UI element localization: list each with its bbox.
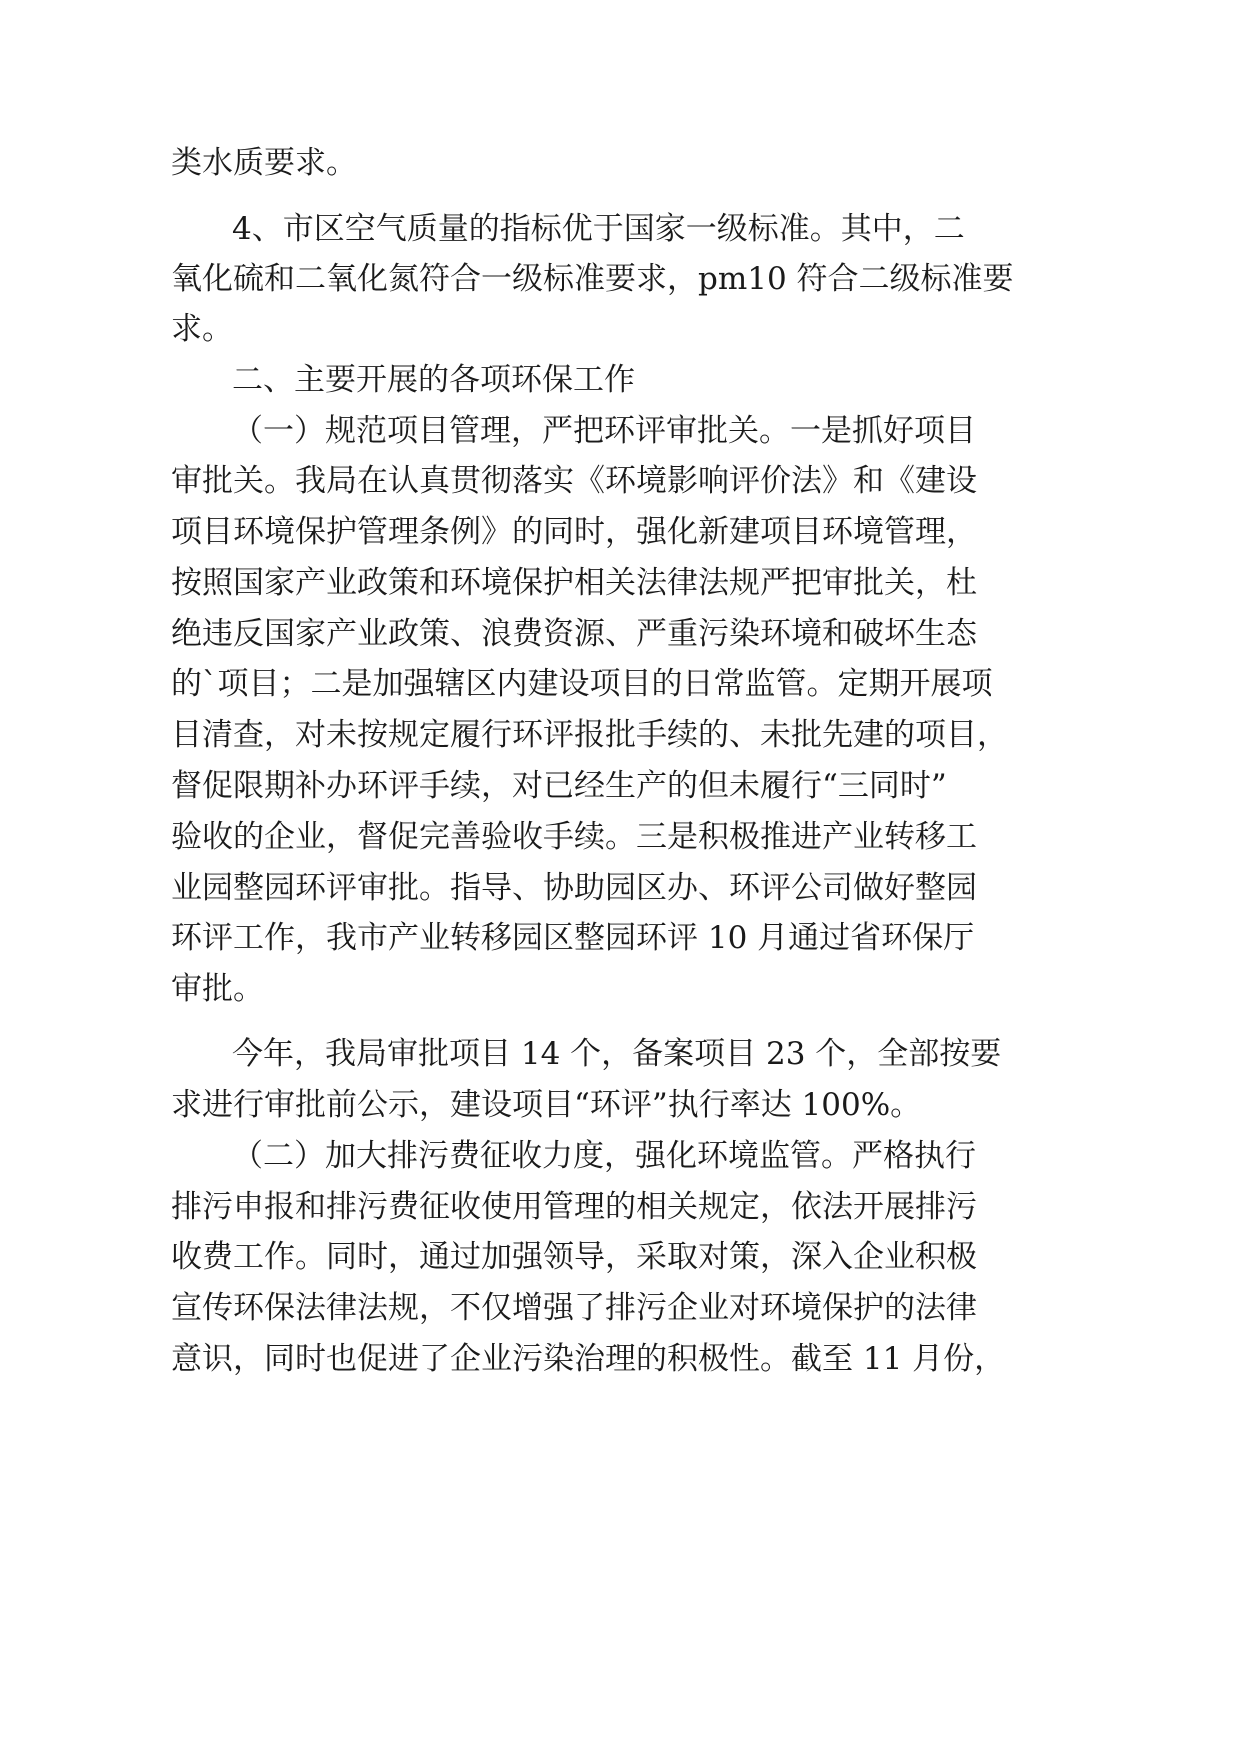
text-line: 按照国家产业政策和环境保护相关法律法规严把审批关，杜	[171, 565, 977, 601]
text-line: 业园整园环评审批。指导、协助园区办、环评公司做好整园	[171, 870, 977, 906]
text-line: 求。	[171, 311, 233, 347]
text-line: 收费工作。同时，通过加强领导，采取对策，深入企业积极	[171, 1239, 977, 1275]
text-line: 环评工作，我市产业转移园区整园环评 10 月通过省环保厅	[171, 920, 975, 956]
text-line: 类水质要求。	[171, 145, 357, 181]
subsection-heading-line: （二）加大排污费征收力度，强化环境监管。严格执行	[232, 1138, 976, 1174]
section-heading: 二、主要开展的各项环保工作	[232, 362, 635, 398]
text-line: 督促限期补办环评手续，对已经生产的但未履行“三同时”	[171, 768, 947, 804]
text-line: 审批关。我局在认真贯彻落实《环境影响评价法》和《建设	[171, 463, 977, 499]
text-line: 目清查，对未按规定履行环评报批手续的、未批先建的项目，	[171, 717, 1008, 753]
text-line: 意识，同时也促进了企业污染治理的积极性。截至 11 月份，	[171, 1341, 1006, 1377]
text-line: 氧化硫和二氧化氮符合一级标准要求，pm10 符合二级标准要	[171, 261, 1014, 297]
subsection-heading-line: （一）规范项目管理，严把环评审批关。一是抓好项目	[232, 413, 976, 449]
text-line: 4、市区空气质量的指标优于国家一级标准。其中，二	[232, 211, 965, 247]
text-line: 验收的企业，督促完善验收手续。三是积极推进产业转移工	[171, 819, 977, 855]
text-line: 宣传环保法律法规，不仅增强了排污企业对环境保护的法律	[171, 1290, 977, 1326]
text-line: 求进行审批前公示，建设项目“环评”执行率达 100%。	[171, 1087, 922, 1123]
text-line: 审批。	[171, 971, 264, 1007]
text-line: 今年，我局审批项目 14 个，备案项目 23 个，全部按要	[232, 1036, 1002, 1072]
text-line: 排污申报和排污费征收使用管理的相关规定，依法开展排污	[171, 1189, 977, 1225]
text-line: 绝违反国家产业政策、浪费资源、严重污染环境和破坏生态	[171, 616, 977, 652]
text-line: 项目环境保护管理条例》的同时，强化新建项目环境管理，	[171, 514, 977, 550]
text-line: 的`项目；二是加强辖区内建设项目的日常监管。定期开展项	[171, 666, 993, 702]
